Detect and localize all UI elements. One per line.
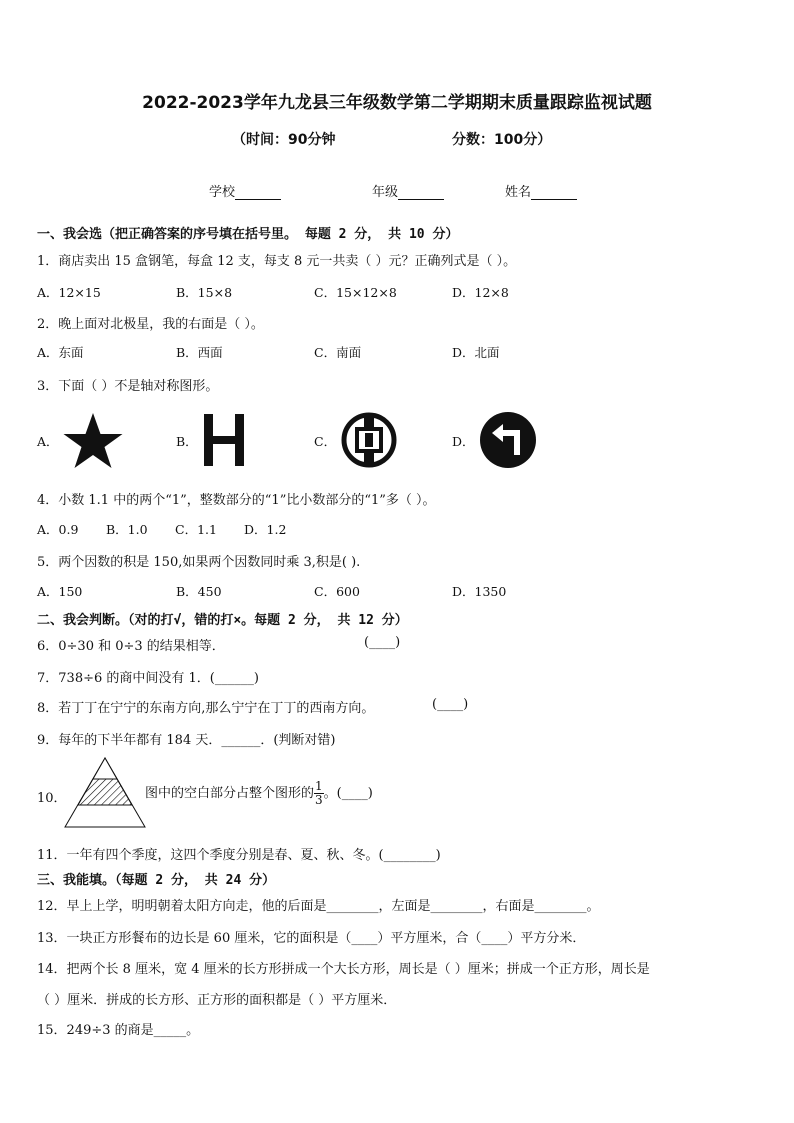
star-icon	[62, 412, 124, 470]
q10-text: 图中的空白部分占整个图形的	[145, 786, 315, 801]
question-10-number: 10．	[37, 791, 67, 806]
page-title: 2022-2023学年九龙县三年级数学第二学期期末质量跟踪监视试题	[142, 93, 652, 113]
school-label: 学校	[209, 185, 236, 200]
question-10	[145, 780, 373, 807]
question-2: 2．晚上面对北极星，我的右面是（ ）。	[37, 317, 264, 332]
grade-field[interactable]	[372, 181, 444, 200]
q5-option-c: C．600	[314, 584, 360, 599]
fraction-numerator: 1	[315, 779, 323, 793]
fraction-denominator: 3	[315, 793, 323, 807]
q1-option-c: C．15×12×8	[314, 285, 397, 300]
question-8: 8．若丁丁在宁宁的东南方向,那么宁宁在丁丁的西南方向。	[37, 701, 375, 716]
grade-label: 年级	[372, 185, 399, 200]
q1-option-d: D．12×8	[452, 285, 509, 300]
q2-option-c: C．南面	[314, 345, 362, 360]
section-1-heading: 一、我会选（把正确答案的序号填在括号里。 每题 2 分， 共 10 分）	[37, 227, 459, 242]
question-14-line-1: 14．把两个长 8 厘米，宽 4 厘米的长方形拼成一个大长方形，周长是（ ）厘米；拼成一个正方形，周长是	[37, 962, 650, 977]
q3-option-c: C．	[314, 434, 337, 449]
bank-logo-icon	[341, 412, 397, 468]
q1-option-b: B．15×8	[176, 285, 233, 300]
q5-option-a: A．150	[37, 584, 83, 599]
fraction-one-third	[314, 780, 324, 807]
question-14-line-2: （ ）厘米．拼成的长方形、正方形的面积都是（ ）平方厘米．	[37, 993, 397, 1008]
q4-option-b: B．1.0	[106, 522, 148, 537]
question-13: 13．一块正方形餐布的边长是 60 厘米，它的面积是（____）平方厘米，合（____）平方分米．	[37, 931, 586, 946]
question-15: 15．249÷3 的商是_____。	[37, 1023, 200, 1038]
question-3: 3．下面（ ）不是轴对称图形。	[37, 379, 219, 394]
q8-answer-blank[interactable]: (____)	[432, 697, 469, 712]
time-info: （时间：90分钟	[232, 132, 336, 148]
q2-option-b: B．西面	[176, 345, 223, 360]
score-info: 分数：100分）	[452, 132, 552, 148]
question-9: 9．每年的下半年都有 184 天．______．(判断对错)	[37, 733, 336, 748]
name-field[interactable]	[505, 181, 577, 200]
q2-option-a: A．东面	[37, 345, 84, 360]
school-field[interactable]	[209, 181, 281, 200]
question-4: 4．小数 1.1 中的两个“1”，整数部分的“1”比小数部分的“1”多（ ）。	[37, 493, 436, 508]
question-1: 1．商店卖出 15 盒钢笔，每盒 12 支，每支 8 元一共卖（ ）元？正确列式是（ ）。	[37, 254, 517, 269]
q3-option-a: A．	[37, 434, 59, 449]
section-3-heading: 三、我能填。（每题 2 分， 共 24 分）	[37, 873, 276, 888]
letter-h-icon	[202, 414, 246, 466]
question-5: 5．两个因数的积是 150,如果两个因数同时乘 3,积是( ).	[37, 555, 361, 570]
q5-option-b: B．450	[176, 584, 222, 599]
q4-option-c: C．1.1	[175, 522, 217, 537]
name-label: 姓名	[505, 185, 532, 200]
q3-option-d: D．	[452, 434, 475, 449]
q3-option-b: B．	[176, 434, 198, 449]
triangle-figure	[64, 757, 146, 829]
section-2-heading: 二、我会判断。（对的打√，错的打×。每题 2 分， 共 12 分）	[37, 613, 408, 628]
turn-left-sign-icon	[479, 411, 537, 469]
q6-answer-blank[interactable]: (____)	[364, 635, 401, 650]
question-7: 7．738÷6 的商中间没有 1．(______)	[37, 671, 259, 686]
q5-option-d: D．1350	[452, 584, 507, 599]
q2-option-d: D．北面	[452, 345, 500, 360]
q1-option-a: A．12×15	[37, 285, 101, 300]
question-11: 11．一年有四个季度，这四个季度分别是春、夏、秋、冬。(________)	[37, 848, 441, 863]
q4-option-a: A．0.9	[37, 522, 79, 537]
question-6: 6．0÷30 和 0÷3 的结果相等．	[37, 639, 225, 654]
q10-answer-blank[interactable]: 。(____)	[323, 786, 373, 801]
question-12: 12．早上上学，明明朝着太阳方向走，他的后面是________，左面是________，右面是________。	[37, 899, 600, 914]
q4-option-d: D．1.2	[244, 522, 287, 537]
